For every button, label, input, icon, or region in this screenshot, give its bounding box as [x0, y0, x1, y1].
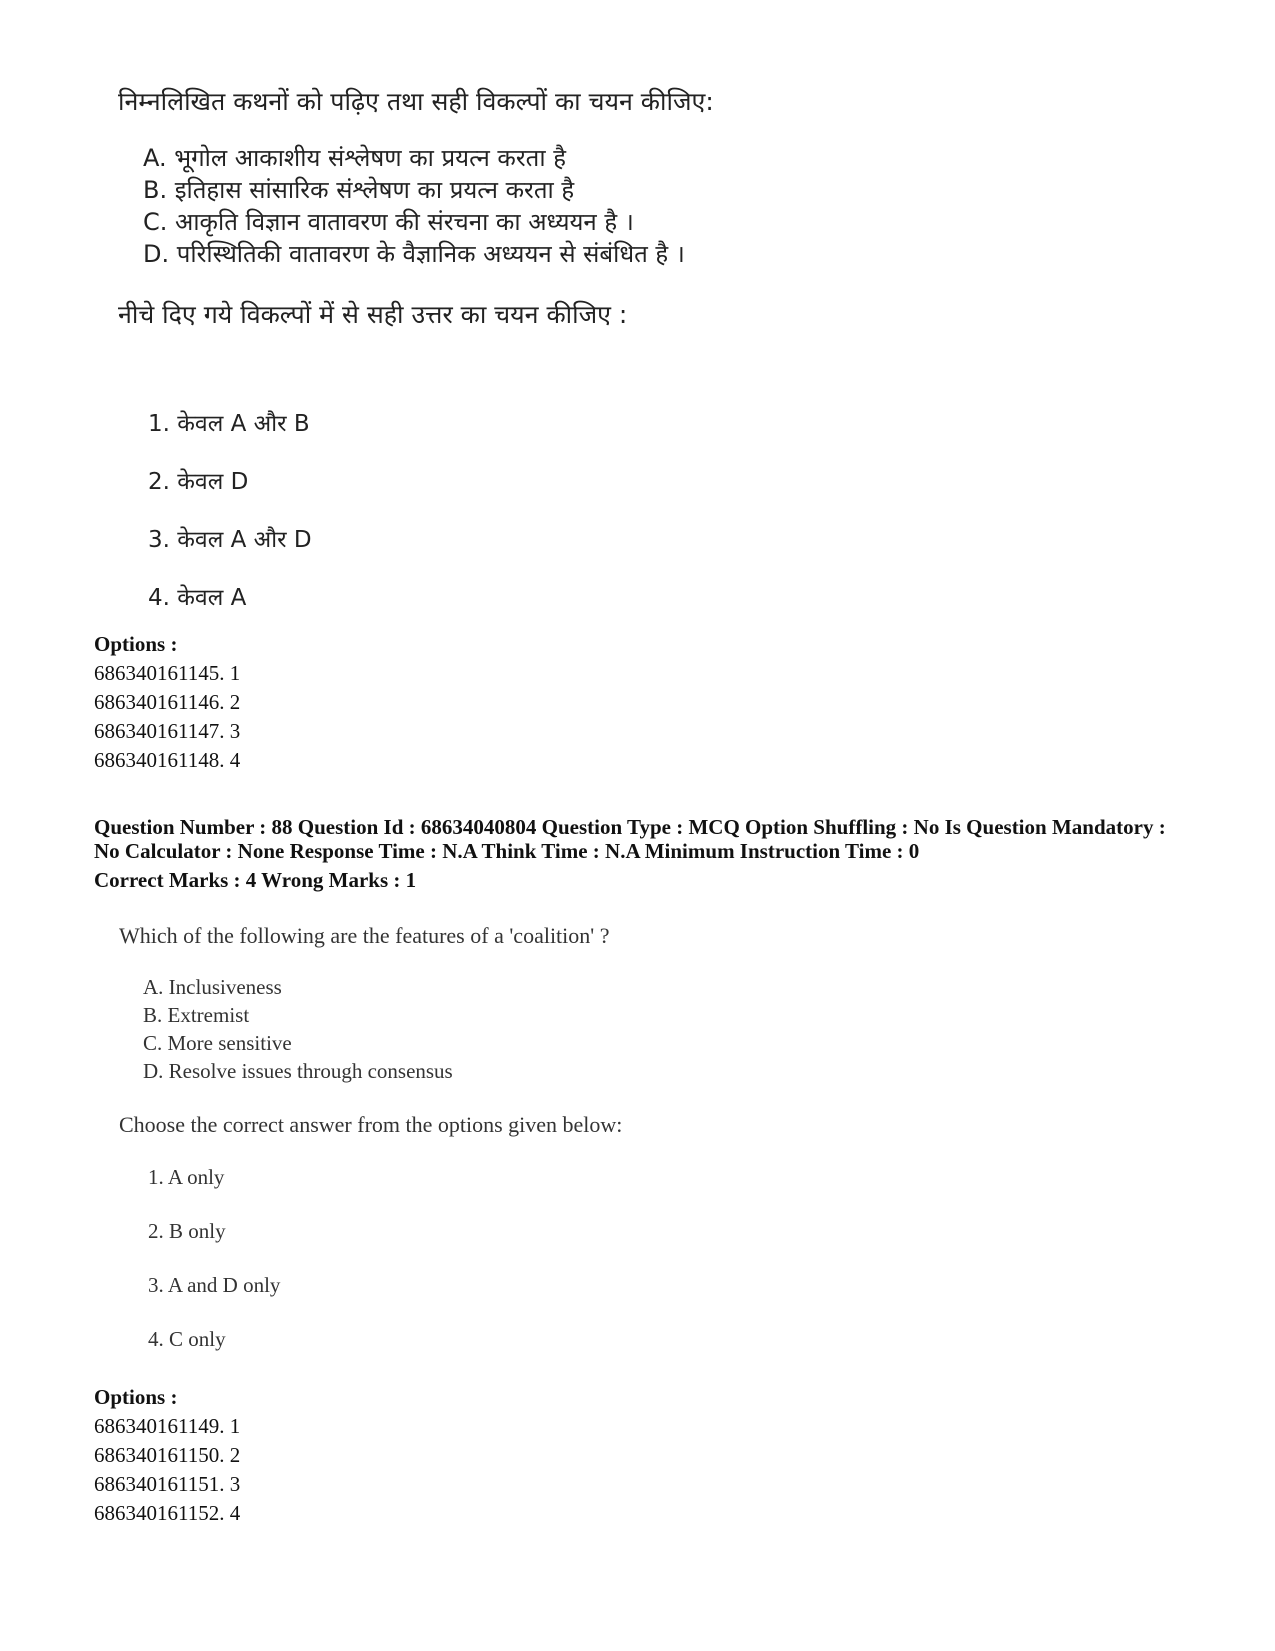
option-id-row: 686340161146. 2	[94, 690, 241, 714]
hindi-choice-2: 2. केवल D	[148, 469, 249, 495]
english-statement-c: C. More sensitive	[143, 1031, 292, 1055]
question-meta-line-2: No Calculator : None Response Time : N.A Think Time : N.A Minimum Instruction Time : 0	[94, 839, 920, 863]
hindi-choice-1: 1. केवल A और B	[148, 411, 310, 437]
english-choice-2: 2. B only	[148, 1219, 226, 1243]
hindi-question-stem: निम्नलिखित कथनों को पढ़िए तथा सही विकल्पों का चयन कीजिए:	[118, 87, 714, 116]
english-choice-1: 1. A only	[148, 1165, 225, 1189]
option-id-row: 686340161147. 3	[94, 719, 241, 743]
hindi-statement-a: A. भूगोल आकाशीय संश्लेषण का प्रयत्न करता है	[143, 144, 566, 172]
hindi-statement-c: C. आकृति विज्ञान वातावरण की संरचना का अध्ययन है ।	[143, 208, 634, 236]
hindi-choice-4: 4. केवल A	[148, 585, 247, 611]
english-statement-a: A. Inclusiveness	[143, 975, 282, 999]
options-heading: Options :	[94, 1385, 178, 1409]
hindi-statement-d: D. परिस्थितिकी वातावरण के वैज्ञानिक अध्ययन से संबंधित है ।	[143, 240, 685, 268]
english-statement-d: D. Resolve issues through consensus	[143, 1059, 453, 1083]
option-id-row: 686340161152. 4	[94, 1501, 241, 1525]
english-choice-3: 3. A and D only	[148, 1273, 281, 1297]
option-id-row: 686340161149. 1	[94, 1414, 241, 1438]
hindi-instruction: नीचे दिए गये विकल्पों में से सही उत्तर का चयन कीजिए :	[118, 300, 628, 329]
option-id-row: 686340161148. 4	[94, 748, 241, 772]
question-meta-line-1: Question Number : 88 Question Id : 68634040804 Question Type : MCQ Option Shuffling : No Is Question Mandatory :	[94, 815, 1166, 839]
options-heading: Options :	[94, 632, 178, 656]
option-id-row: 686340161145. 1	[94, 661, 241, 685]
english-statement-b: B. Extremist	[143, 1003, 250, 1027]
english-question-stem: Which of the following are the features of a 'coalition' ?	[119, 923, 610, 948]
english-instruction: Choose the correct answer from the options given below:	[119, 1112, 623, 1137]
option-id-row: 686340161150. 2	[94, 1443, 241, 1467]
hindi-choice-3: 3. केवल A और D	[148, 527, 312, 553]
marks-line: Correct Marks : 4 Wrong Marks : 1	[94, 868, 417, 892]
option-id-row: 686340161151. 3	[94, 1472, 241, 1496]
english-choice-4: 4. C only	[148, 1327, 226, 1351]
hindi-statement-b: B. इतिहास सांसारिक संश्लेषण का प्रयत्न करता है	[143, 176, 575, 204]
